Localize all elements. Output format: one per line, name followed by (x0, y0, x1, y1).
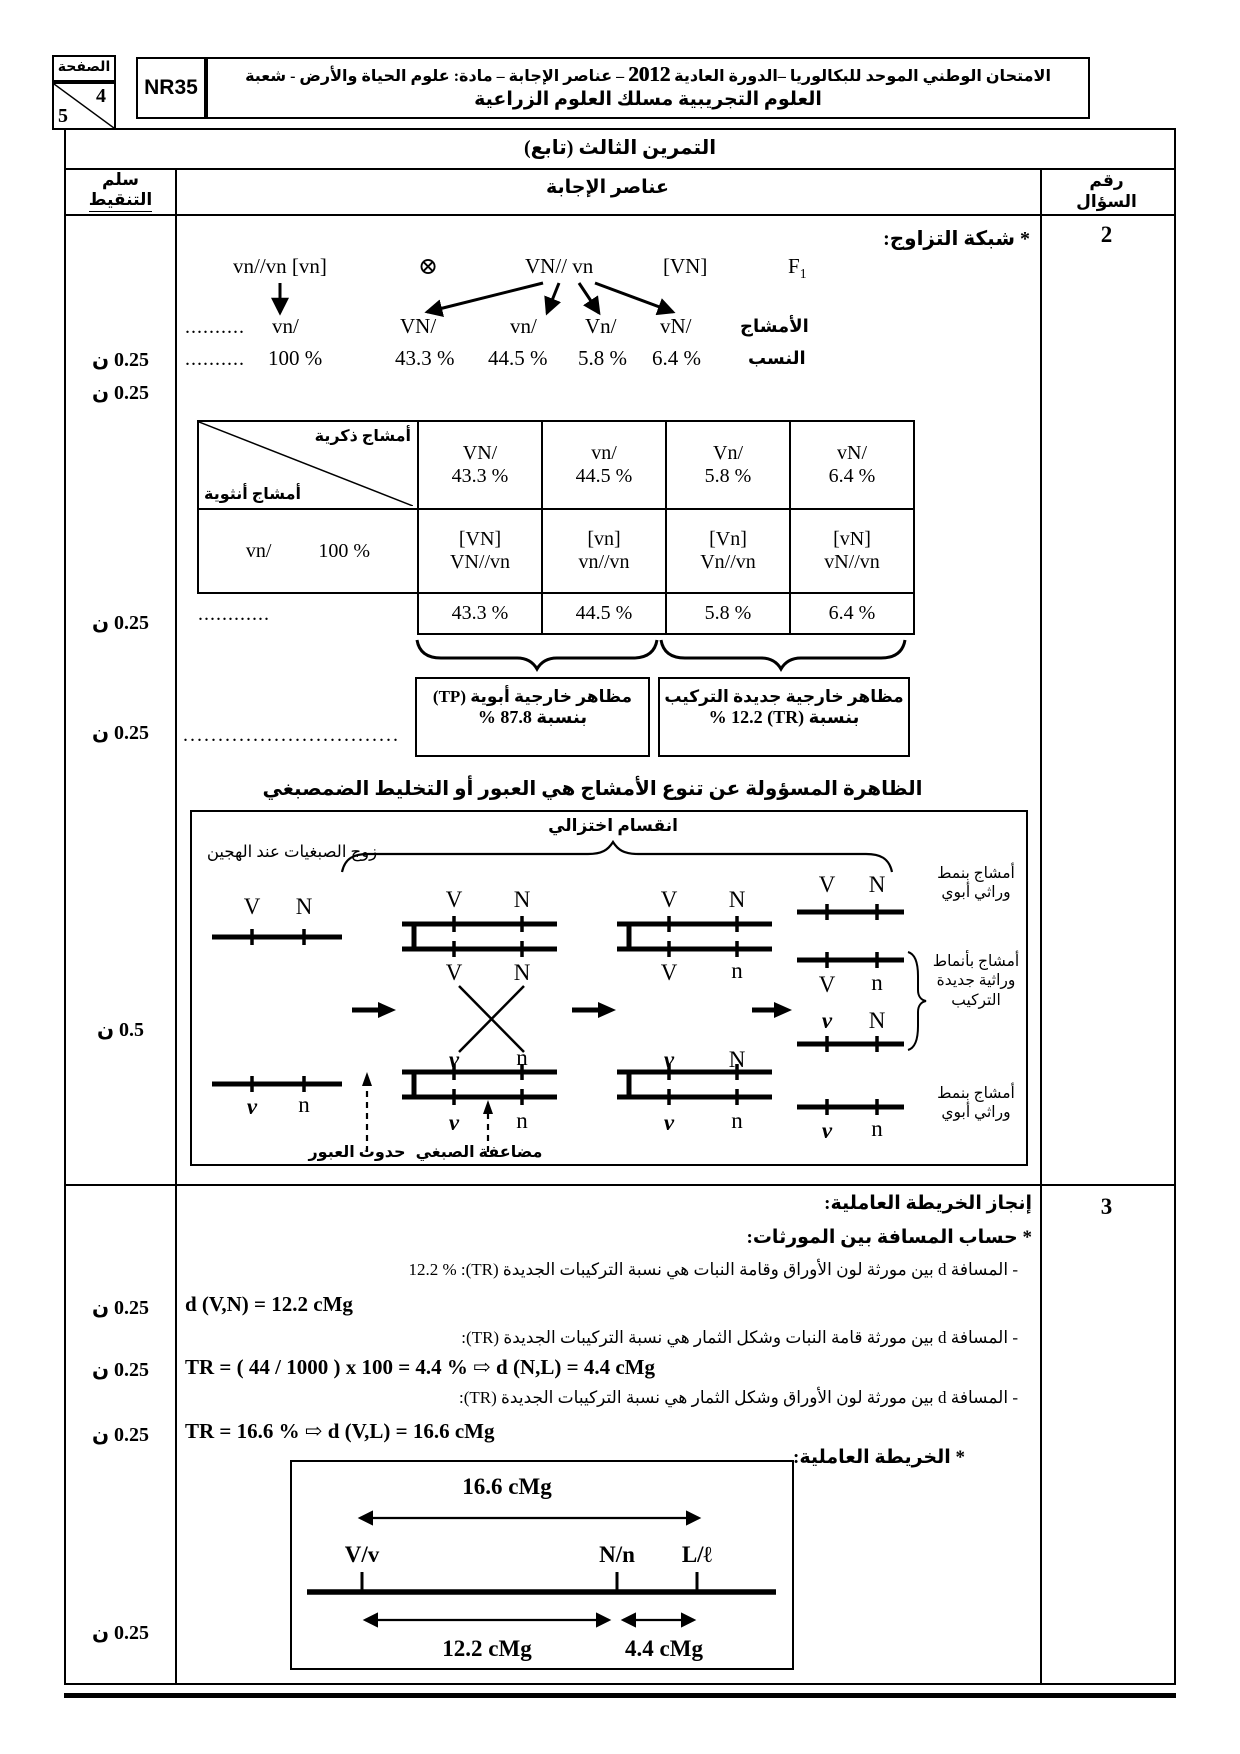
crossing-annotation-arrow (362, 1072, 372, 1152)
row-pct: 100 % (318, 539, 371, 562)
crossing-over-stage (402, 887, 557, 1135)
gene-letter: N (728, 1047, 746, 1072)
distance-line-1: - المسافة d بين مورثة لون الأوراق وقامة النبات هي نسبة التركيبات الجديدة (TR): (460, 1260, 1018, 1279)
gene-letter: v (448, 1047, 460, 1072)
ratio-3: 5.8 % (578, 346, 627, 370)
q3-heading2: * حساب المسافة بين المورثات: (746, 1227, 1032, 1248)
chromosome-diagram (192, 812, 1026, 1164)
generation-sub: 1 (799, 266, 807, 282)
q2-heading: * شبكة التزاوج: (883, 228, 1030, 250)
punnett-row-head (198, 509, 418, 593)
exam-code-box (136, 57, 206, 119)
ratios-label: النسب (748, 348, 806, 368)
gene-letter: N (728, 887, 746, 912)
recombinant-gametes-label: أمشاج بأنماط وراثية جديدة التركيب (932, 953, 1020, 1009)
stage-arrow-1 (352, 1002, 396, 1018)
cell-geno: vN//vn (824, 551, 880, 573)
parent2-phenotype: [VN] (663, 254, 708, 278)
score-badge: 0.25 ن (91, 349, 150, 371)
qnum-header-line1: رقم (1089, 171, 1124, 190)
punnett-col-head (418, 421, 542, 509)
q3-formula1: d (V,N) = 12.2 cMg (185, 1292, 353, 1316)
meiosis-brace (342, 842, 892, 872)
punnett-col-head (666, 421, 790, 509)
answer-cell-q3 (175, 1184, 1040, 1684)
q3-line1 (408, 1260, 1018, 1280)
duplication-annotation-arrow (483, 1100, 493, 1152)
title-year: 2012 (628, 62, 671, 86)
parental-phenotypes-box (415, 677, 650, 757)
question-number-3: 3 (1100, 1194, 1113, 1219)
score-badge: 0.25 ن (91, 1297, 150, 1319)
distance1-label: 12.2 cMg (442, 1636, 532, 1661)
recombinant-brace (908, 952, 926, 1050)
genetic-map (292, 1462, 791, 1667)
distance2-label: 4.4 cMg (625, 1636, 703, 1661)
hybrid-pair-stage (212, 894, 342, 1119)
score-badge: 0.25 ن (91, 1359, 150, 1381)
score-header-line2: التنقيط (89, 190, 152, 211)
gametes-stage (797, 872, 926, 1143)
score-column-header (66, 170, 175, 212)
score-header-line1: سلم (102, 170, 139, 189)
gametes-label: الأمشاج (740, 316, 809, 336)
qnum-header-line2: السؤال (1076, 192, 1137, 212)
gene-letter: n (298, 1092, 310, 1117)
q3-formula3: TR = 16.6 % ⇨ d (V,L) = 16.6 cMg (185, 1419, 495, 1443)
stage-arrow-2 (572, 1002, 616, 1018)
ratio-2: 44.5 % (488, 346, 548, 370)
cell-geno: Vn//vn (700, 551, 756, 573)
gene-letter: n (731, 958, 743, 983)
score-badge: 0.5 ن (96, 1019, 145, 1041)
gamete-vn2: vn/ (510, 314, 537, 338)
page-label: الصفحة (57, 60, 111, 75)
ratio-4: 6.4 % (652, 346, 701, 370)
punnett-pct-cell: 5.8 % (666, 593, 790, 634)
punnett-cell (666, 509, 790, 593)
chromosome-pair-label: زوج الصبغيات عند الهجين (206, 842, 378, 861)
gene-locus-3: L/ℓ (681, 1542, 713, 1567)
gene-letter: V (660, 887, 678, 912)
gene-letter: n (871, 970, 883, 995)
total-distance-label: 16.6 cMg (462, 1474, 552, 1499)
col-gamete: Vn/ (713, 442, 743, 464)
female-gametes-label: أمشاج أنثوية (204, 486, 301, 503)
left-gamete: vn/ (272, 314, 299, 338)
after-crossing-stage (617, 887, 772, 1135)
punnett-cell (418, 509, 542, 593)
gene-locus-1: V/v (344, 1542, 380, 1567)
q3-heading1: إنجاز الخريطة العاملية: (824, 1193, 1032, 1214)
punnett-col-head (790, 421, 914, 509)
answer-cell-q2 (175, 214, 1040, 1184)
stage-arrow-3 (752, 1002, 792, 1018)
page-fraction-box (52, 82, 116, 130)
crossing-over-diagram (190, 810, 1028, 1166)
col-pct: 6.4 % (828, 465, 876, 487)
gene-letter: v (821, 1008, 833, 1033)
gamete-vn3: Vn/ (585, 314, 617, 338)
left-ratio: 100 % (268, 346, 323, 370)
gamete-vn1: VN/ (400, 314, 437, 338)
col-pct: 44.5 % (575, 465, 633, 487)
title-part2: – عناصر الإجابة – مادة: علوم الحياة والأرض - شعبة (245, 68, 625, 85)
col-pct: 43.3 % (451, 465, 509, 487)
exam-code: NR35 (144, 76, 198, 99)
tr-line2: بنسبة (TR) 12.2 % (708, 707, 860, 727)
exam-title-box (206, 57, 1090, 119)
punnett-pct-cell: 6.4 % (790, 593, 914, 634)
gametes-dots: .......... (185, 316, 245, 338)
cell-pheno: [vn] (587, 528, 621, 550)
exam-title-line2: العلوم التجريبية مسلك العلوم الزراعية (474, 89, 822, 110)
score-badge: 0.25 ن (91, 1622, 150, 1644)
divider (66, 168, 1174, 170)
punnett-dots: ............ (198, 602, 270, 625)
gene-letter: n (516, 1045, 528, 1070)
male-gametes-label: أمشاج ذكرية (314, 428, 411, 445)
qnum-column-header (1040, 170, 1173, 213)
gene-letter: v (663, 1047, 675, 1072)
phenomenon-statement: الظاهرة المسؤولة عن تنوع الأمشاج هي العبور أو التخليط الضمصبغي (262, 778, 923, 800)
page-total: 5 (58, 105, 68, 127)
row-gamete: vn/ (245, 539, 272, 562)
parent1-phenotype: [vn] (291, 254, 327, 278)
gene-letter: N (513, 960, 531, 985)
meiosis-label: انقسام اختزالي (548, 816, 678, 835)
groups-dots: ............................... (183, 724, 400, 746)
cell-pheno: [Vn] (709, 528, 747, 550)
score-badge: 0.25 ن (91, 382, 150, 404)
punnett-diagonal-cell (198, 421, 418, 509)
group-braces (175, 634, 1040, 676)
genetic-map-label: * الخريطة العاملية: (793, 1447, 965, 1468)
cell-pheno: [VN] (458, 528, 502, 550)
gene-letter: v (246, 1094, 258, 1119)
gene-letter: n (516, 1108, 528, 1133)
distance-value-1: 12.2 % (408, 1260, 457, 1279)
punnett-cell (542, 509, 666, 593)
gene-letter: N (868, 872, 886, 897)
answer-column-header: عناصر الإجابة (546, 177, 669, 198)
q3-formula2: TR = ( 44 / 1000 ) x 100 = 4.4 % ⇨ d (N,L) = 4.4 cMg (185, 1355, 655, 1379)
score-badge: 0.25 ن (91, 722, 150, 744)
parental-gametes-top-label: أمشاج بنمط وراثي أبوي (937, 865, 1015, 902)
title-part1: الامتحان الوطني الموحد للبكالوريا –الدورة العادية (674, 68, 1051, 85)
qnum-column-divider (1040, 168, 1042, 1683)
gene-letter: V (818, 872, 836, 897)
tp-line2: بنسبة 87.8 % (477, 707, 588, 727)
gene-letter: V (445, 887, 463, 912)
cell-pheno: [vN] (833, 528, 871, 550)
ratio-1: 43.3 % (395, 346, 455, 370)
gene-letter: v (663, 1110, 675, 1135)
generation-letter: F (788, 254, 800, 278)
gene-letter: v (448, 1110, 460, 1135)
gene-letter: v (821, 1118, 833, 1143)
punnett-cell (790, 509, 914, 593)
gene-letter: V (818, 972, 836, 997)
recombinant-phenotypes-box (658, 677, 910, 757)
page-box-label (52, 55, 116, 82)
gene-letter: V (445, 960, 463, 985)
cross-symbol: ⊗ (418, 254, 439, 280)
tp-line1: مظاهر خارجية أبوية (TP) (432, 687, 633, 706)
score-badge: 0.25 ن (91, 612, 150, 634)
col-gamete: VN/ (462, 442, 498, 464)
page-current: 4 (96, 85, 106, 107)
punnett-col-head (542, 421, 666, 509)
genetic-map-box (290, 1460, 794, 1670)
score-badge: 0.25 ن (91, 1424, 150, 1446)
cross-parent1 (233, 254, 327, 279)
cell-geno: VN//vn (450, 551, 510, 573)
gene-letter: N (868, 1008, 886, 1033)
gamete-vn4: vN/ (660, 314, 692, 338)
punnett-table (197, 420, 915, 635)
q3-line3: - المسافة d بين مورثة لون الأوراق وشكل الثمار هي نسبة التركيبات الجديدة (TR): (458, 1388, 1018, 1407)
col-gamete: vN/ (837, 442, 867, 464)
tr-line1: مظاهر خارجية جديدة التركيب (664, 687, 904, 706)
exam-title-line1 (208, 62, 1088, 87)
generation-label (788, 254, 807, 282)
punnett-pct-cell: 44.5 % (542, 593, 666, 634)
bottom-rule (64, 1693, 1176, 1698)
gene-letter: V (243, 894, 261, 919)
answers-table (64, 128, 1176, 1685)
col-pct: 5.8 % (704, 465, 752, 487)
crossing-over-label: حدوث العبور (308, 1144, 406, 1161)
exercise-title: التمرين الثالث (تابع) (523, 137, 717, 159)
col-gamete: vn/ (591, 442, 617, 464)
gene-letter: V (660, 960, 678, 985)
chromosome-duplication-label: مضاعفة الصبغي (415, 1144, 543, 1161)
punnett-pct-cell: 43.3 % (418, 593, 542, 634)
q3-line2: - المسافة d بين مورثة قامة النبات وشكل الثمار هي نسبة التركيبات الجديدة (TR): (461, 1328, 1018, 1347)
question-number-2: 2 (1100, 222, 1113, 247)
parent1-genotype: vn//vn (233, 254, 287, 278)
gene-letter: n (731, 1108, 743, 1133)
cell-geno: vn//vn (578, 551, 630, 573)
cross-parent2: VN// vn (525, 254, 594, 278)
gene-letter: n (871, 1116, 883, 1141)
gene-letter: N (513, 887, 531, 912)
gene-letter: N (295, 894, 313, 919)
punnett-dots-cell (198, 593, 418, 634)
parental-gametes-bottom-label: أمشاج بنمط وراثي أبوي (937, 1085, 1015, 1122)
gene-locus-2: N/n (599, 1542, 635, 1567)
ratios-dots: .......... (185, 348, 245, 370)
